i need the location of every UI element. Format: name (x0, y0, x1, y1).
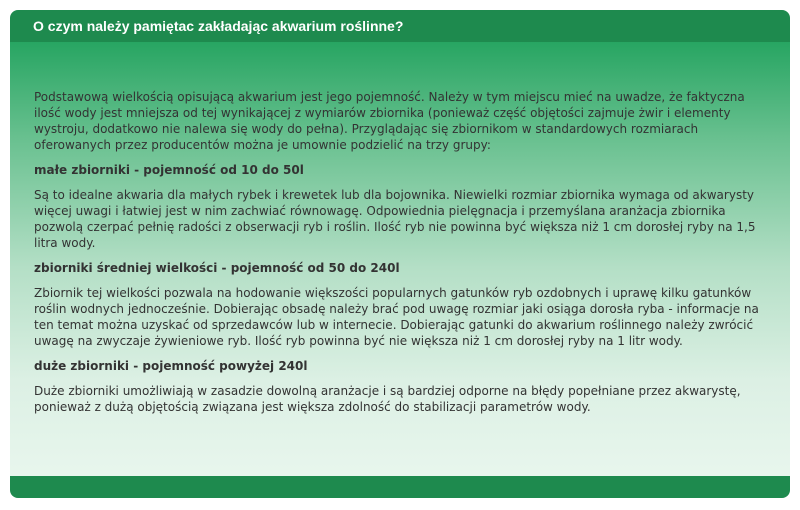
section-heading-large: duże zbiorniki - pojemność powyżej 240l (34, 359, 308, 373)
panel-body (10, 42, 790, 476)
panel-footer (10, 476, 790, 498)
section-text-small: Są to idealne akwaria dla małych rybek i krewetek lub dla bojownika. Niewielki rozmiar zbiornika wymaga od akwarysty więcej uwagi i łatwiej jest w nim zachwiać równowagę. Odpowiednia pielęgnacja i przemyślana aranżacja zbiornika pozwolą czerpać pełnię radości z obserwacji ryb i roślin. Ilość ryb nie powinna być większa niż 1 cm dorosłej ryby na 1,5 litra wody. (34, 188, 756, 250)
panel-header (10, 10, 790, 42)
section-text-medium: Zbiornik tej wielkości pozwala na hodowanie większości popularnych gatunków ryb ozdobnych i uprawę kilku gatunków roślin wodnych jednocześnie. Dobierając obsadę należy brać pod uwagę rozmiar jaki osiąga dorosła ryba - informacje na ten temat można uzyskać od sprzedawców lub w internecie. Dobierając gatunki do akwarium roślinnego należy zwrócić uwagę na zwyczaje żywieniowe ryb. Ilość ryb powinna być nie większa niż 1 cm dorosłej ryby na 1 litr wody. (34, 286, 759, 348)
section-text-large: Duże zbiorniki umożliwiają w zasadzie dowolną aranżacje i są bardziej odporne na błędy popełniane przez akwarystę, ponieważ z dużą objętością związana jest większa zdolność do stabilizacji parametrów wody. (34, 384, 741, 414)
article-content (34, 89, 774, 424)
page-title: O czym należy pamiętac zakładając akwarium roślinne? (33, 18, 404, 34)
section-heading-medium: zbiorniki średniej wielkości - pojemność od 50 do 240l (34, 261, 400, 275)
article-panel (10, 10, 790, 500)
intro-paragraph: Podstawową wielkością opisującą akwarium jest jego pojemność. Należy w tym miejscu mieć na uwadze, że faktyczna ilość wody jest mniejsza od tej wynikającej z wymiarów zbiornika (ponieważ część objętości zajmuje żwir i elementy wystroju, dodatkowo nie nalewa się wody do pełna). Przyglądając się zbiornikom w standardowych rozmiarach oferowanych przez producentów można je umownie podzielić na trzy grupy: (34, 90, 745, 152)
section-heading-small: małe zbiorniki - pojemność od 10 do 50l (34, 163, 304, 177)
